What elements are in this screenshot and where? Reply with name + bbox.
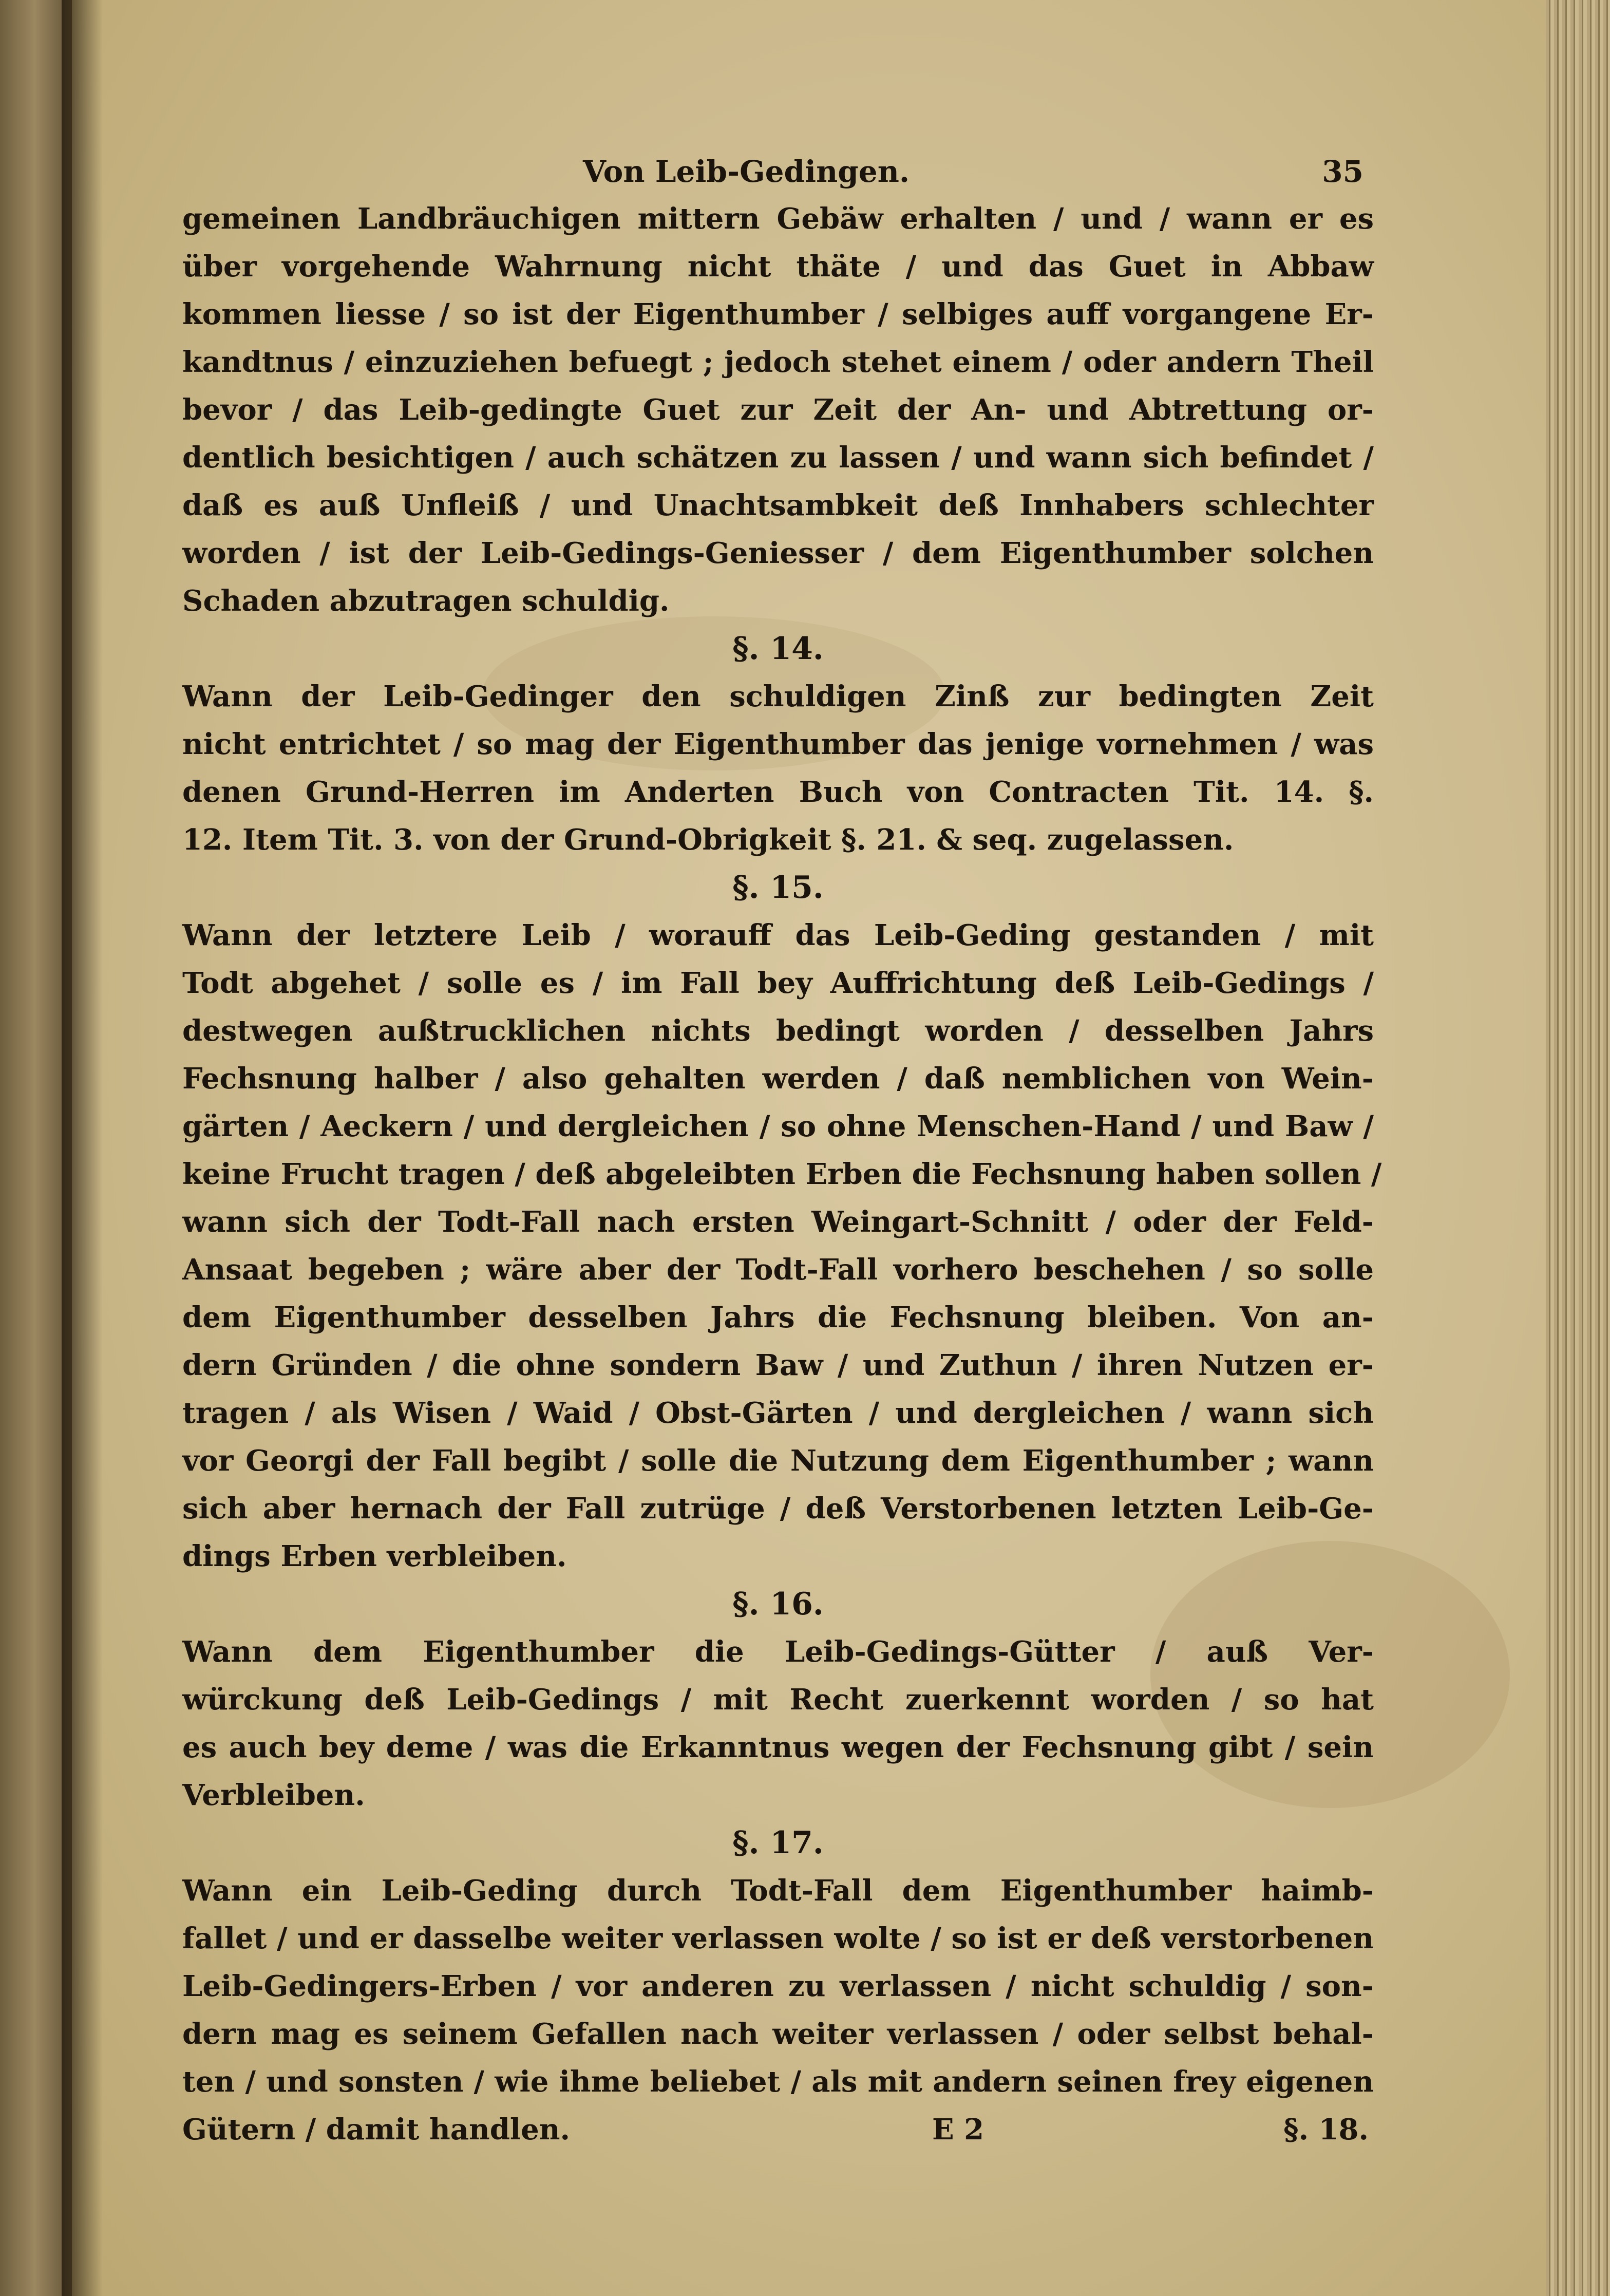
page-footer — [182, 2106, 1374, 2154]
text-line: gemeinen Landbräuchigen mittern Gebäw erhalten / und / wann er es — [182, 202, 1374, 236]
running-head — [182, 154, 1374, 195]
text-line: 12. Item Tit. 3. von der Grund-Obrigkeit §. 21. & seq. zugelassen. — [182, 823, 1234, 857]
text-line: Fechsnung halber / also gehalten werden / daß nemblichen von Wein- — [182, 1062, 1374, 1096]
binding-gutter — [62, 0, 103, 2296]
text-line: kommen liesse / so ist der Eigenthumber / selbiges auff vorgangene Er- — [182, 297, 1374, 331]
text-line: Wann ein Leib-Geding durch Todt-Fall dem Eigenthumber haimb- — [182, 1874, 1374, 1908]
signature-mark: E 2 — [932, 2113, 984, 2147]
text-line: Leib-Gedingers-Erben / vor anderen zu verlassen / nicht schuldig / son- — [182, 1969, 1374, 2003]
section-heading: §. 17. — [732, 1825, 824, 1861]
paragraph — [182, 864, 1382, 1580]
text-line: kandtnus / einzuziehen befuegt ; jedoch stehet einem / oder andern Theil — [182, 345, 1374, 379]
text-line: dern Gründen / die ohne sondern Baw / und Zuthun / ihren Nutzen er- — [182, 1348, 1374, 1382]
running-title: Von Leib-Gedingen. — [583, 154, 910, 189]
page-edges — [1546, 0, 1610, 2296]
text-line: Schaden abzutragen schuldig. — [182, 584, 670, 618]
text-line: es auch bey deme / was die Erkanntnus wegen der Fechsnung gibt / sein — [182, 1730, 1374, 1764]
section-heading: §. 14. — [732, 631, 824, 667]
text-line: tragen / als Wisen / Waid / Obst-Gärten / und dergleichen / wann sich — [182, 1396, 1374, 1430]
text-line: keine Frucht tragen / deß abgeleibten Erben die Fechsnung haben sollen / — [182, 1157, 1382, 1191]
text-line: Verbleiben. — [182, 1778, 365, 1812]
text-line: wann sich der Todt-Fall nach ersten Weingart-Schnitt / oder der Feld- — [182, 1205, 1374, 1239]
text-line: dern mag es seinem Gefallen nach weiter verlassen / oder selbst behal- — [182, 2017, 1374, 2051]
text-line: ten / und sonsten / wie ihme beliebet / als mit andern seinen frey eigenen — [182, 2065, 1374, 2099]
paragraph — [182, 625, 1374, 864]
text-line: gärten / Aeckern / und dergleichen / so ohne Menschen-Hand / und Baw / — [182, 1109, 1374, 1143]
text-line: dem Eigenthumber desselben Jahrs die Fechsnung bleiben. Von an- — [182, 1301, 1374, 1334]
text-line: würckung deß Leib-Gedings / mit Recht zuerkennt worden / so hat — [182, 1683, 1374, 1717]
text-line: Wann der letztere Leib / worauff das Leib-Geding gestanden / mit — [182, 918, 1374, 952]
catchword: §. 18. — [1283, 2113, 1369, 2147]
section-heading: §. 16. — [732, 1586, 824, 1622]
text-line: denen Grund-Herren im Anderten Buch von Contracten Tit. 14. §. — [182, 775, 1374, 809]
text-line: dings Erben verbleiben. — [182, 1539, 567, 1573]
text-line: dentlich besichtigen / auch schätzen zu lassen / und wann sich befindet / — [182, 441, 1374, 475]
text-line: daß es auß Unfleiß / und Unachtsambkeit deß Innhabers schlechter — [182, 488, 1374, 522]
text-line: über vorgehende Wahrnung nicht thäte / und das Guet in Abbaw — [182, 250, 1374, 284]
text-line: worden / ist der Leib-Gedings-Geniesser / dem Eigenthumber solchen — [182, 536, 1374, 570]
text-line: bevor / das Leib-gedingte Guet zur Zeit der An- und Abtrettung or- — [182, 393, 1374, 427]
paragraph — [182, 1819, 1374, 2106]
text-line: Todt abgehet / solle es / im Fall bey Auffrichtung deß Leib-Gedings / — [182, 966, 1374, 1000]
page-number: 35 — [1322, 154, 1363, 189]
text-line: Wann dem Eigenthumber die Leib-Gedings-Gütter / auß Ver- — [182, 1635, 1374, 1669]
text-line: Wann der Leib-Gedinger den schuldigen Zinß zur bedingten Zeit — [182, 680, 1374, 713]
section-heading: §. 15. — [732, 870, 824, 906]
text-line: fallet / und er dasselbe weiter verlassen wolte / so ist er deß verstorbenen — [182, 1922, 1374, 1955]
page-text — [182, 154, 1382, 2154]
paragraph — [182, 195, 1374, 625]
last-line: Gütern / damit handlen. — [182, 2113, 571, 2147]
text-line: Ansaat begeben ; wäre aber der Todt-Fall vorhero beschehen / so solle — [182, 1253, 1374, 1287]
text-line: vor Georgi der Fall begibt / solle die Nutzung dem Eigenthumber ; wann — [182, 1444, 1374, 1478]
text-line: destwegen außtrucklichen nichts bedingt worden / desselben Jahrs — [182, 1014, 1374, 1048]
text-line: nicht entrichtet / so mag der Eigenthumber das jenige vornehmen / was — [182, 727, 1374, 761]
text-line: sich aber hernach der Fall zutrüge / deß Verstorbenen letzten Leib-Ge- — [182, 1492, 1374, 1526]
paragraph — [182, 1580, 1374, 1819]
